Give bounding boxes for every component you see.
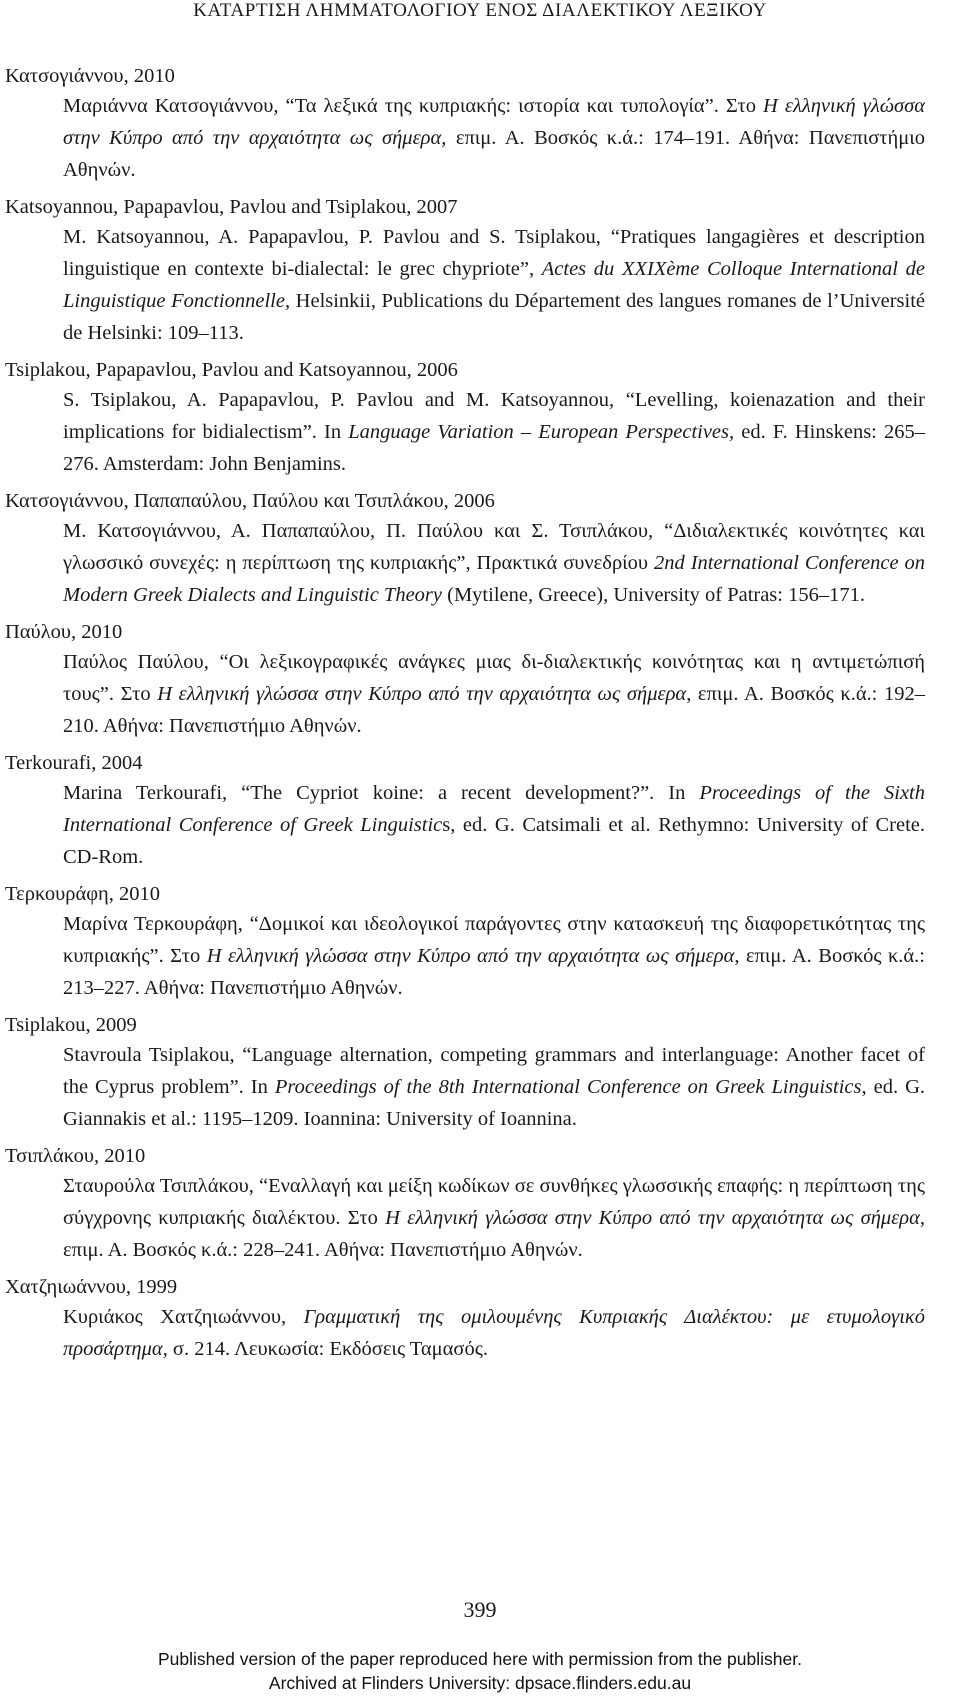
citation-title-italic: Η ελληνική γλώσσα στην Κύπρο από την αρχαιότητα ως σήμερα	[385, 1207, 920, 1229]
citation-text: , επιμ. Α. Βοσκός κ.ά.: 192–210. Αθήνα: Πανεπιστήμιο Αθηνών.	[63, 683, 925, 737]
reference-citation	[63, 384, 925, 480]
citation-text: , ed. G. Giannakis et al.: 1195–1209. Ioannina: University of Ioannina.	[63, 1076, 926, 1130]
citation-text: , επιμ. Α. Βοσκός κ.ά.: 174–191. Αθήνα: Πανεπιστήμιο Αθηνών.	[63, 127, 925, 181]
reference-citation	[63, 90, 925, 186]
reference-key: Κατσογιάννου, 2010	[5, 65, 175, 87]
page-number: 399	[463, 1597, 497, 1622]
reference-entry	[5, 880, 925, 1004]
running-head: ΚΑΤΑΡΤΙΣΗ ΛΗΜΜΑΤΟΛΟΓΙΟΥ ΕΝΟΣ ΔΙΑΛΕΚΤΙΚΟΥ ΛΕΞΙΚΟΥ	[193, 0, 767, 21]
reference-key: Katsoyannou, Papapavlou, Pavlou and Tsiplakou, 2007	[5, 196, 458, 218]
citation-title-italic: Actes du XXIXème Colloque International de Linguistique Fonctionnelle	[63, 258, 925, 312]
citation-text: , επιμ. Α. Βοσκός κ.ά.: 213–227. Αθήνα: Πανεπιστήμιο Αθηνών.	[63, 945, 925, 999]
archive-footer	[0, 1647, 960, 1695]
footer-permission-line: Published version of the paper reproduced here with permission from the publisher.	[158, 1649, 802, 1669]
citation-text: Σταυρούλα Τσιπλάκου, “Εναλλαγή και μείξη κωδίκων σε συνθήκες γλωσσικής επαφής: η περίπτωση της σύγχρονης κυπριακής διαλέκτου. Στο	[63, 1175, 925, 1229]
citation-text: Marina Terkourafi, “The Cypriot koine: a recent development?”. In	[63, 782, 700, 804]
reference-entry	[5, 1273, 925, 1365]
citation-text: Μ. Κατσογιάννου, Α. Παπαπαύλου, Π. Παύλου και Σ. Τσιπλάκου, “Διδιαλεκτικές κοινότητες και γλωσσικό συνεχές: η περίπτωση της κυπριακής”, Πρακτικά συνεδρίου	[63, 520, 925, 574]
citation-title-italic: Η ελληνική γλώσσα στην Κύπρο από την αρχαιότητα ως σήμερα	[63, 95, 926, 149]
reference-citation	[63, 1039, 925, 1135]
reference-citation	[63, 515, 925, 611]
citation-text: , σ. 214. Λευκωσία: Εκδόσεις Ταμασός.	[162, 1338, 488, 1360]
citation-text: , Helsinkii, Publications du Département des langues romanes de l’Université de Helsinki: 109–113.	[63, 290, 925, 344]
reference-key: Κατσογιάννου, Παπαπαύλου, Παύλου και Τσιπλάκου, 2006	[5, 490, 495, 512]
reference-citation	[63, 777, 925, 873]
citation-text: s, ed. G. Catsimali et al. Rethymno: University of Crete. CD-Rom.	[63, 814, 925, 868]
reference-entry	[5, 1142, 925, 1266]
citation-title-italic: Γραμματική της ομιλουμένης Κυπριακής Διαλέκτου: με ετυμολογικό προσάρτημα	[63, 1306, 925, 1360]
reference-key: Tsiplakou, 2009	[5, 1014, 137, 1036]
citation-text: (Mytilene, Greece), University of Patras: 156–171.	[442, 584, 865, 606]
citation-title-italic: 2nd International Conference on Modern Greek Dialects and Linguistic Theory	[63, 552, 926, 606]
citation-text: M. Katsoyannou, A. Papapavlou, P. Pavlou and S. Tsiplakou, “Pratiques langagières et description linguistique en contexte bi-dialectal: le grec chypriote”,	[63, 226, 925, 280]
citation-text: Stavroula Tsiplakou, “Language alternation, competing grammars and interlanguage: Another facet of the Cyprus problem”. In	[63, 1044, 925, 1098]
reference-key: Παύλου, 2010	[5, 621, 123, 643]
citation-title-italic: Proceedings of the Sixth International Conference of Greek Linguistic	[63, 782, 925, 836]
reference-key: Tsiplakou, Papapavlou, Pavlou and Katsoyannou, 2006	[5, 359, 458, 381]
reference-list	[5, 62, 925, 1372]
reference-key: Terkourafi, 2004	[5, 752, 143, 774]
reference-entry	[5, 1011, 925, 1135]
reference-citation	[63, 1170, 925, 1266]
citation-text: Μαρίνα Τερκουράφη, “Δομικοί και ιδεολογικοί παράγοντες στην κατασκευή της διαφορετικότητας της κυπριακής”. Στο	[63, 913, 925, 967]
footer-archive-line: Archived at Flinders University: dpsace.flinders.edu.au	[268, 1673, 692, 1693]
citation-title-italic: Η ελληνική γλώσσα στην Κύπρο από την αρχαιότητα ως σήμερα	[157, 683, 687, 705]
citation-text: Κυριάκος Χατζηιωάννου,	[63, 1306, 304, 1328]
citation-text: ed. F. Hinskens: 265–276. Amsterdam: John Benjamins.	[63, 421, 925, 475]
citation-text: Παύλος Παύλου, “Οι λεξικογραφικές ανάγκες μιας δι-διαλεκτικής κοινότητας και η αντιμετώπισή τους”. Στο	[63, 651, 925, 705]
reference-citation	[63, 221, 925, 349]
reference-citation	[63, 646, 925, 742]
citation-text: , επιμ. Α. Βοσκός κ.ά.: 228–241. Αθήνα: Πανεπιστήμιο Αθηνών.	[63, 1207, 925, 1261]
citation-title-italic: Η ελληνική γλώσσα στην Κύπρο από την αρχαιότητα ως σήμερα	[206, 945, 735, 967]
reference-entry	[5, 193, 925, 349]
reference-key: Χατζηιωάννου, 1999	[5, 1276, 178, 1298]
reference-entry	[5, 618, 925, 742]
reference-citation	[63, 1301, 925, 1365]
reference-key: Τσιπλάκου, 2010	[5, 1145, 146, 1167]
reference-key: Τερκουράφη, 2010	[5, 883, 161, 905]
reference-entry	[5, 62, 925, 186]
citation-text: S. Tsiplakou, A. Papapavlou, P. Pavlou and M. Katsoyannou, “Levelling, koienazation and their implications for bidialectism”. In	[63, 389, 925, 443]
reference-entry	[5, 749, 925, 873]
citation-text: Μαριάννα Κατσογιάννου, “Τα λεξικά της κυπριακής: ιστορία και τυπολογία”. Στο	[63, 95, 764, 117]
reference-entry	[5, 356, 925, 480]
citation-title-italic: Proceedings of the 8th International Conference on Greek Linguistics	[274, 1076, 862, 1098]
reference-entry	[5, 487, 925, 611]
reference-citation	[63, 908, 925, 1004]
citation-title-italic: Language Variation – European Perspectives,	[348, 421, 735, 443]
